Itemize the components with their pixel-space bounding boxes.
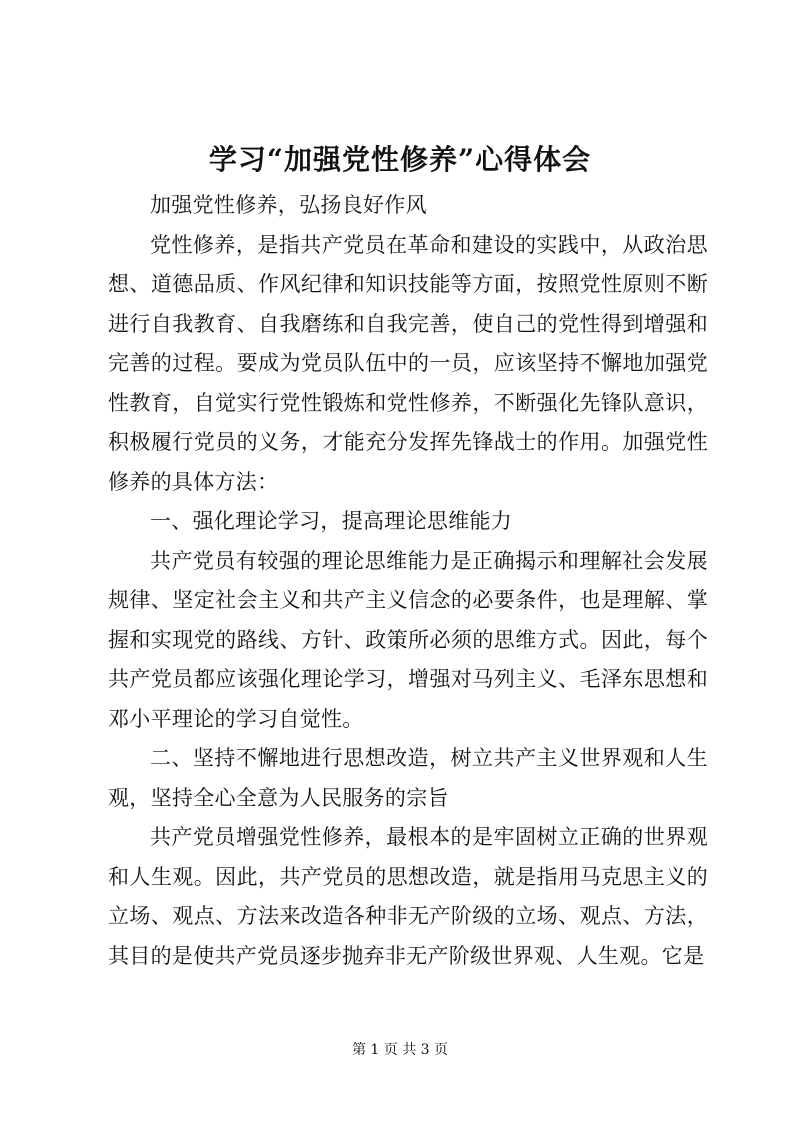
page-footer: 第 1 页 共 3 页 xyxy=(351,1042,449,1058)
section-heading-1: 一、强化理论学习，提高理论思维能力 xyxy=(150,509,513,533)
paragraph-intro: 党性修养，是指共产党员在革命和建设的实践中，从政治思想、道德品质、作风纪律和知识技能等方面，按照党性原则不断进行自我教育、自我磨练和自我完善，使自己的党性得到增强和完善的过程。要成为党员队伍中的一员，应该坚持不懈地加强党性教育，自觉实行党性锻炼和党性修养，不断强化先锋队意识，积极履行党员的义务，才能充分发挥先锋战士的作用。加强党性修养的具体方法： xyxy=(108,232,708,494)
section-heading-2: 二、坚持不懈地进行思想改造，树立共产主义世界观和人生观，坚持全心全意为人民服务的宗旨 xyxy=(108,746,708,810)
paragraph-section-2: 共产党员增强党性修养，最根本的是牢固树立正确的世界观和人生观。因此，共产党员的思想改造，就是指用马克思主义的立场、观点、方法来改造各种非无产阶级的立场、观点、方法，其目的是使共产党员逐步抛弃非无产阶级世界观、人生观。它是 xyxy=(108,825,708,968)
document-title: 学习“加强党性修养”心得体会 xyxy=(208,143,592,176)
paragraph-section-1: 共产党员有较强的理论思维能力是正确揭示和理解社会发展规律、坚定社会主义和共产主义信念的必要条件，也是理解、掌握和实现党的路线、方针、政策所必须的思维方式。因此，每个共产党员都应该强化理论学习，增强对马列主义、毛泽东思想和邓小平理论的学习自觉性。 xyxy=(108,548,708,731)
paragraph-subtitle: 加强党性修养，弘扬良好作风 xyxy=(150,193,427,217)
document-body xyxy=(108,186,708,976)
